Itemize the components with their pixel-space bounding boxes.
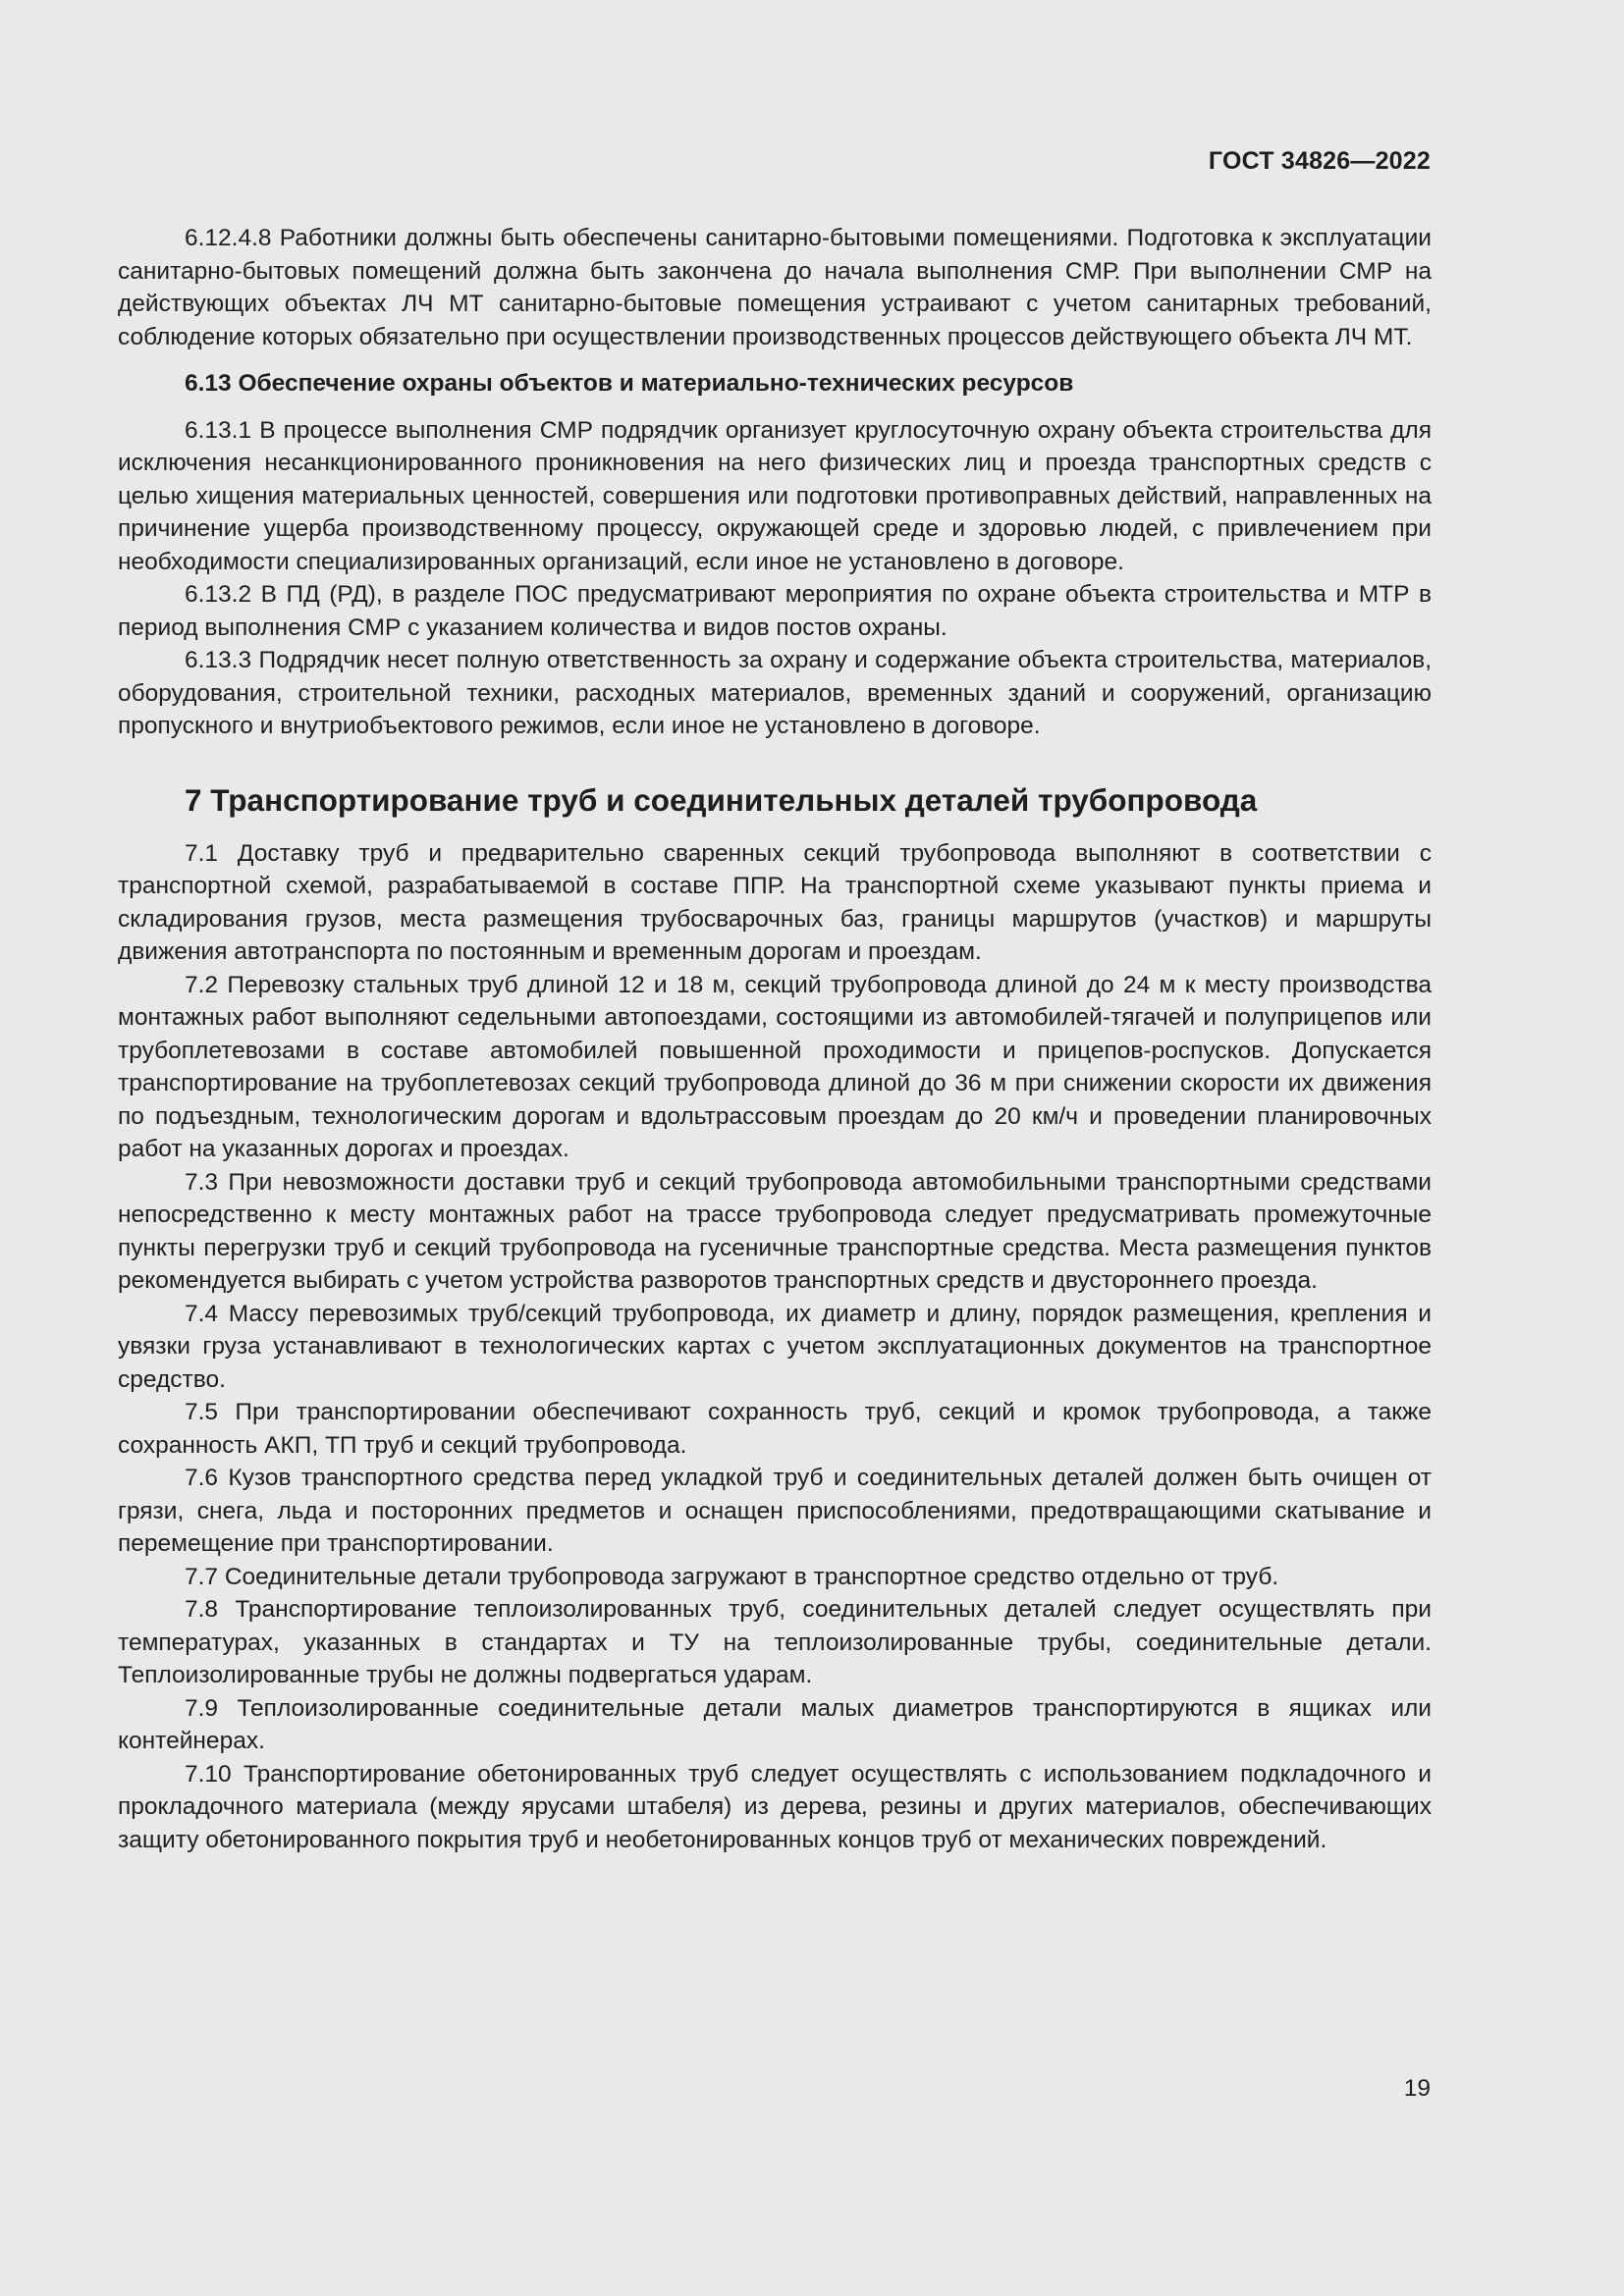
paragraph-7-2: 7.2 Перевозку стальных труб длиной 12 и 18 м, секций трубопровода длиной до 24 м к месту производства монтажных работ выполняют седельными автопоездами, состоящими из автомобилей-тягачей и полуприцепов или трубоплетевозами в составе автомобилей повышенной проходимости и прицепов-роспусков. Допускается транспортирование на трубоплетевозах секций трубопровода длиной до 36 м при снижении скорости их движения по подъездным, технологическим дорогам и вдольтрассовым проездам до 20 км/ч и проведении планировочных работ на указанных дорогах и проездах. [118,971,1432,1162]
paragraph-7-5: 7.5 При транспортировании обеспечивают сохранность труб, секций и кромок трубопровода, а также сохранность АКП, ТП труб и секций трубопровода. [118,1399,1432,1459]
paragraph-6-13-3: 6.13.3 Подрядчик несет полную ответственность за охрану и содержание объекта строительства, материалов, оборудования, строительной техники, расходных материалов, временных зданий и сооружений, организацию пропускного и внутриобъектового режимов, если иное не установлено в договоре. [118,647,1432,739]
page-number: 19 [1403,2075,1431,2102]
paragraph-7-4: 7.4 Массу перевозимых труб/секций трубопровода, их диаметр и длину, порядок размещения, крепления и увязки груза устанавливают в технологических картах с учетом эксплуатационных документов на транспортное средство. [118,1300,1432,1393]
section-title-7: 7 Транспортирование труб и соединительных деталей трубопровода [185,781,1258,818]
paragraph-7-7: 7.7 Соединительные детали трубопровода загружают в транспортное средство отдельно от труб. [185,1563,1279,1590]
page-content [118,222,1432,1856]
paragraph-7-10: 7.10 Транспортирование обетонированных труб следует осуществлять с использованием подкладочного и прокладочного материала (между ярусами штабеля) из дерева, резины и других материалов, обеспечивающих защиту обетонированного покрытия труб и необетонированных концов труб от механических повреждений. [118,1760,1432,1853]
paragraph-6-12-4-8: 6.12.4.8 Работники должны быть обеспечены санитарно-бытовыми помещениями. Подготовка к эксплуатации санитарно-бытовых помещений должна быть закончена до начала выполнения СМР. При выполнении СМР на действующих объектах ЛЧ МТ санитарно-бытовые помещения устраивают с учетом санитарных требований, соблюдение которых обязательно при осуществлении производственных процессов действующего объекта ЛЧ МТ. [118,225,1432,350]
paragraph-6-13-2: 6.13.2 В ПД (РД), в разделе ПОС предусматривают мероприятия по охране объекта строительства и МТР в период выполнения СМР с указанием количества и видов постов охраны. [118,581,1432,641]
paragraph-6-13-1: 6.13.1 В процессе выполнения СМР подрядчик организует круглосуточную охрану объекта строительства для исключения несанкционированного проникновения на него физических лиц и проезда транспортных средств с целью хищения материальных ценностей, совершения или подготовки противоправных действий, направленных на причинение ущерба производственному процессу, окружающей среде и здоровью людей, с привлечением при необходимости специализированных организаций, если иное не установлено в договоре. [118,416,1432,575]
paragraph-7-8: 7.8 Транспортирование теплоизолированных труб, соединительных деталей следует осуществлять при температурах, указанных в стандартах и ТУ на теплоизолированные трубы, соединительные детали. Теплоизолированные трубы не должны подвергаться ударам. [118,1596,1432,1688]
paragraph-7-3: 7.3 При невозможности доставки труб и секций трубопровода автомобильными транспортными средствами непосредственно к месту монтажных работ на трассе трубопровода следует предусматривать промежуточные пункты перегрузки труб и секций трубопровода на гусеничные транспортные средства. Места размещения пунктов рекомендуется выбирать с учетом устройства разворотов транспортных средств и двустороннего проезда. [118,1168,1432,1294]
document-code: ГОСТ 34826—2022 [1208,147,1431,175]
paragraph-7-1: 7.1 Доставку труб и предварительно сваренных секций трубопровода выполняют в соответствии с транспортной схемой, разрабатываемой в составе ППР. На транспортной схеме указывают пункты приема и складирования грузов, места размещения трубосварочных баз, границы маршрутов (участков) и маршруты движения автотранспорта по постоянным и временным дорогам и проездам. [118,839,1432,965]
paragraph-7-6: 7.6 Кузов транспортного средства перед укладкой труб и соединительных деталей должен быть очищен от грязи, снега, льда и посторонних предметов и оснащен приспособлениями, предотвращающими скатывание и перемещение при транспортировании. [118,1465,1432,1557]
paragraph-7-9: 7.9 Теплоизолированные соединительные детали малых диаметров транспортируются в ящиках или контейнерах. [118,1694,1432,1754]
subsection-title-6-13: 6.13 Обеспечение охраны объектов и материально-технических ресурсов [185,370,1074,397]
